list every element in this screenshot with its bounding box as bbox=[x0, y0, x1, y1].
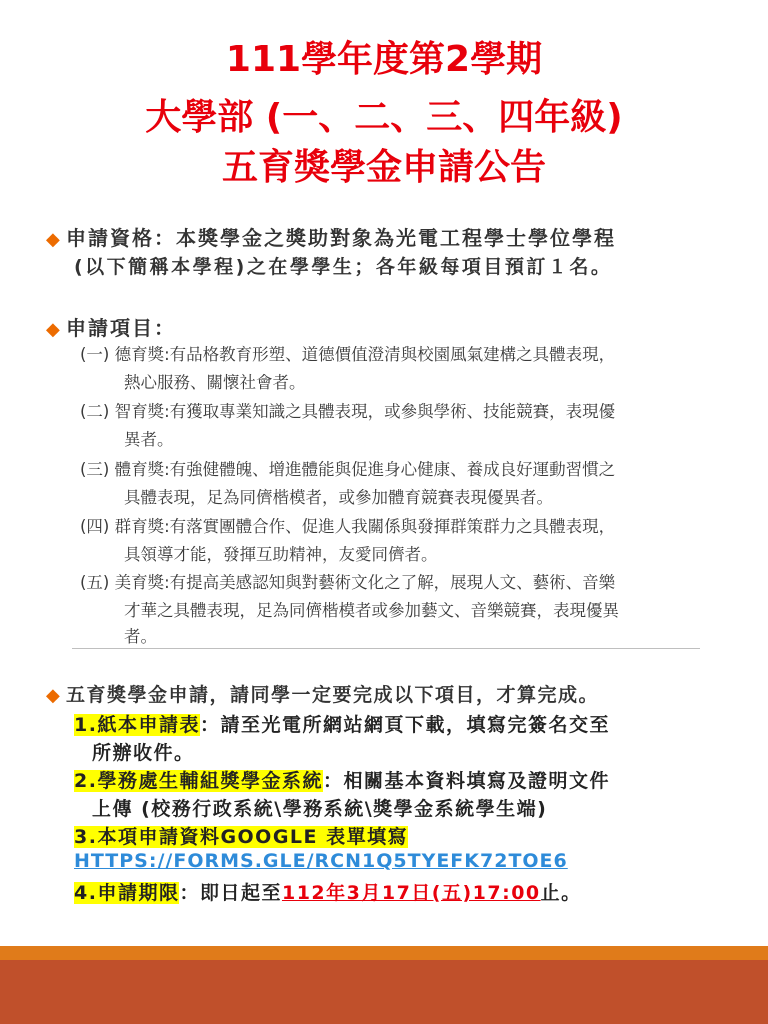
diamond-bullet-icon: ◆ bbox=[46, 229, 62, 250]
step-2-text: ：相關基本資料填寫及證明文件 bbox=[322, 770, 610, 792]
step-3 bbox=[74, 822, 408, 849]
item-1-line-1: (一) 德育獎:有品格教育形塑、道德價值澄清與校園風氣建構之具體表現， bbox=[80, 345, 616, 364]
items-section bbox=[46, 312, 176, 341]
item-5-line-3: 者。 bbox=[124, 627, 157, 646]
title-line-2: 大學部 (一、二、三、四年級) bbox=[145, 97, 623, 138]
step-4-text: ：即日起至 bbox=[179, 882, 282, 904]
diamond-bullet-icon: ◆ bbox=[46, 319, 62, 340]
title-line-3: 五育獎學金申請公告 bbox=[221, 147, 546, 188]
item-2-line-1: (二) 智育獎:有獲取專業知識之具體表現，或參與學術、技能競賽，表現優 bbox=[80, 402, 616, 421]
deadline-date: 112年3月17日(五)17:00 bbox=[281, 882, 541, 904]
item-5-line-2: 才華之具體表現，足為同儕楷模者或參加藝文、音樂競賽，表現優異 bbox=[124, 601, 619, 620]
step-2-label: 2.學務處生輔組獎學金系統 bbox=[74, 770, 323, 792]
step-1-label: 1.紙本申請表 bbox=[74, 714, 200, 736]
qualification-line-2: (以下簡稱本學程)之在學學生；各年級每項目預訂１名。 bbox=[74, 256, 613, 278]
step-1 bbox=[74, 710, 610, 737]
step-1-text: ：請至光電所網站網頁下載，填寫完簽名交至 bbox=[199, 714, 610, 736]
qualification-section bbox=[46, 222, 616, 251]
qualification-line-1: 申請資格：本獎學金之獎助對象為光電工程學士學位學程 bbox=[66, 226, 616, 250]
footer-strip bbox=[0, 946, 768, 960]
google-form-link[interactable]: HTTPS://FORMS.GLE/RCN1Q5TYEFK72TOE6 bbox=[74, 850, 568, 872]
item-5-line-1: (五) 美育獎:有提高美感認知與對藝術文化之了解，展現人文、藝術、音樂 bbox=[80, 573, 616, 592]
divider bbox=[72, 648, 700, 649]
item-1-line-2: 熱心服務、關懷社會者。 bbox=[124, 373, 306, 392]
steps-intro-text: 五育獎學金申請，請同學一定要完成以下項目，才算完成。 bbox=[66, 684, 600, 706]
item-2-line-2: 異者。 bbox=[124, 430, 174, 449]
step-2-cont: 上傳 (校務行政系統\學務系統\獎學金系統學生端) bbox=[92, 798, 548, 820]
steps-intro bbox=[46, 680, 599, 707]
item-4-line-2: 具領導才能，發揮互助精神，友愛同儕者。 bbox=[124, 545, 438, 564]
title-line-1: 111學年度第2學期 bbox=[225, 39, 543, 80]
footer-bar bbox=[0, 960, 768, 1024]
item-4-line-1: (四) 群育獎:有落實團體合作、促進人我關係與發揮群策群力之具體表現， bbox=[80, 517, 616, 536]
item-3-line-1: (三) 體育獎:有強健體魄、增進體能與促進身心健康、養成良好運動習慣之 bbox=[80, 460, 616, 479]
step-4-end: 止。 bbox=[540, 882, 582, 904]
items-heading: 申請項目： bbox=[66, 316, 176, 340]
step-2 bbox=[74, 766, 610, 793]
step-4 bbox=[74, 878, 582, 905]
step-1-cont: 所辦收件。 bbox=[92, 742, 195, 764]
item-3-line-2: 具體表現，足為同儕楷模者，或參加體育競賽表現優異者。 bbox=[124, 488, 553, 507]
step-3-label: 3.本項申請資料GOOGLE 表單填寫 bbox=[74, 826, 409, 848]
step-4-label: 4.申請期限 bbox=[74, 882, 180, 904]
step-3-link-row bbox=[74, 850, 568, 872]
diamond-bullet-icon: ◆ bbox=[46, 685, 62, 706]
